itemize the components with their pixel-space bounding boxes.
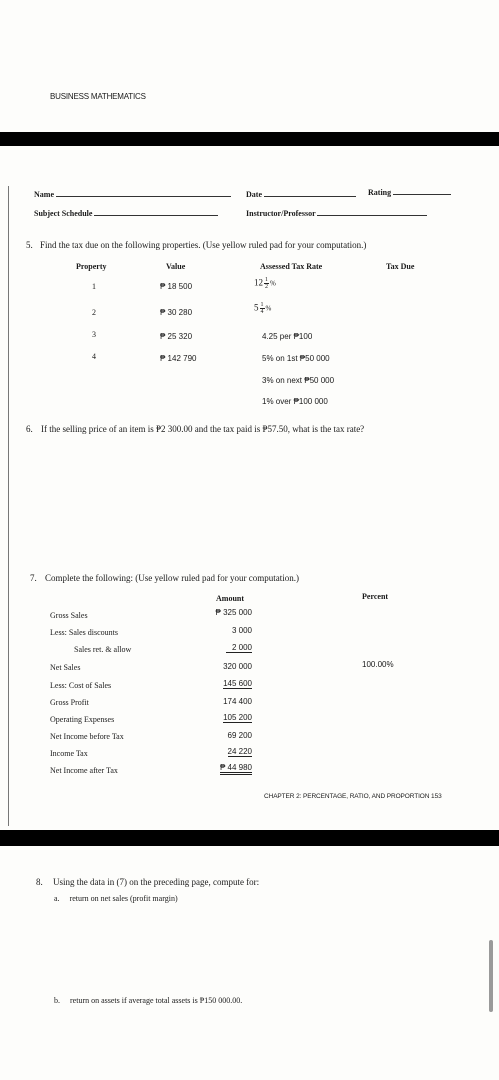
question-6: 6. If the selling price of an item is ₱2 300.00 and the tax paid is ₱57.50, what is the tax rate? xyxy=(26,424,365,434)
q7-label-net-income-before-tax: Net Income before Tax xyxy=(50,732,124,741)
q8-part-b: b. return on assets if average total assets is ₱150 000.00. xyxy=(54,996,243,1005)
subject-schedule-field[interactable]: Subject Schedule xyxy=(34,207,218,218)
q5-row-4-rate: 5% on 1st ₱50 000 xyxy=(262,354,330,363)
q7-amount-sales-returns: 2 000 xyxy=(190,643,252,652)
q7-label-income-tax: Income Tax xyxy=(50,749,88,758)
q5-extra-rate-1: 3% on next ₱50 000 xyxy=(262,376,335,385)
q5-row-1-value: ₱ 18 500 xyxy=(160,282,193,291)
previous-page xyxy=(0,0,499,132)
q7-amount-net-sales: 320 000 xyxy=(223,662,252,671)
q5-row-3-value: ₱ 25 320 xyxy=(160,332,193,341)
q7-amount-gross-profit: 174 400 xyxy=(223,697,252,706)
scrollbar-thumb[interactable] xyxy=(489,940,493,1012)
q5-extra-rate-2: 1% over ₱100 000 xyxy=(262,397,328,406)
q5-row-2-rate: 5 $\frac{1}{4}$ % xyxy=(254,302,272,315)
q7-header-percent: Percent xyxy=(362,592,389,601)
q5-row-4-property: 4 xyxy=(92,352,96,361)
instructor-field[interactable]: Instructor/Professor xyxy=(246,207,427,218)
q7-label-net-sales: Net Sales xyxy=(50,663,81,672)
q7-percent-net-sales: 100.00% xyxy=(362,660,394,669)
q8-part-a: a. return on net sales (profit margin) xyxy=(54,894,178,903)
q7-label-sales-discounts: Less: Sales discounts xyxy=(50,628,118,637)
q7-amount-net-income-before-tax: 69 200 xyxy=(227,731,252,740)
rating-field[interactable]: Rating xyxy=(368,186,451,197)
q5-row-1-rate: 12 $\frac{1}{2}$ % xyxy=(254,277,276,290)
q5-header-value: Value xyxy=(166,262,186,271)
q7-amount-sales-discounts: 3 000 xyxy=(231,626,252,635)
q5-row-1-property: 1 xyxy=(92,282,96,291)
q5-row-3-rate: 4.25 per ₱100 xyxy=(262,332,313,341)
q5-row-4-value: ₱ 142 790 xyxy=(160,354,197,363)
q7-header-amount: Amount xyxy=(216,594,245,603)
question-5: 5. Find the tax due on the following properties. (Use yellow ruled pad for your computation.) xyxy=(26,240,367,250)
q7-label-gross-profit: Gross Profit xyxy=(50,698,89,707)
q7-amount-operating-expenses: 105 200 xyxy=(223,713,252,722)
q5-row-2-property: 2 xyxy=(92,308,96,317)
q5-header-property: Property xyxy=(76,262,107,271)
question-8: 8. Using the data in (7) on the preceding page, compute for: xyxy=(36,877,260,887)
q5-row-2-value: ₱ 30 280 xyxy=(160,308,193,317)
next-page xyxy=(0,846,499,1080)
q5-header-tax-due: Tax Due xyxy=(386,262,415,271)
q5-header-rate: Assessed Tax Rate xyxy=(260,262,323,271)
q7-amount-cost-of-sales: 145 600 xyxy=(223,679,252,688)
date-field[interactable]: Date xyxy=(246,188,356,199)
q7-label-net-income-after-tax: Net Income after Tax xyxy=(50,766,118,775)
q7-amount-income-tax: 24 220 xyxy=(227,747,252,756)
worksheet-page xyxy=(0,146,499,830)
q5-row-3-property: 3 xyxy=(92,330,96,339)
page-footer: CHAPTER 2: PERCENTAGE, RATIO, AND PROPORTION 153 xyxy=(264,793,442,800)
name-field[interactable]: Name xyxy=(34,188,231,199)
q7-amount-gross-sales: ₱ 325 000 xyxy=(215,608,252,617)
q7-label-operating-expenses: Operating Expenses xyxy=(50,715,115,724)
q7-label-gross-sales: Gross Sales xyxy=(50,611,88,620)
question-7: 7. Complete the following: (Use yellow ruled pad for your computation.) xyxy=(30,573,299,583)
q7-amount-net-income-after-tax: ₱ 44 980 xyxy=(190,763,252,772)
page-header: BUSINESS MATHEMATICS xyxy=(50,92,146,101)
page-edge-line xyxy=(8,186,9,826)
q7-label-sales-returns: Sales ret. & allow xyxy=(74,645,132,654)
q7-label-cost-of-sales: Less: Cost of Sales xyxy=(50,681,112,690)
